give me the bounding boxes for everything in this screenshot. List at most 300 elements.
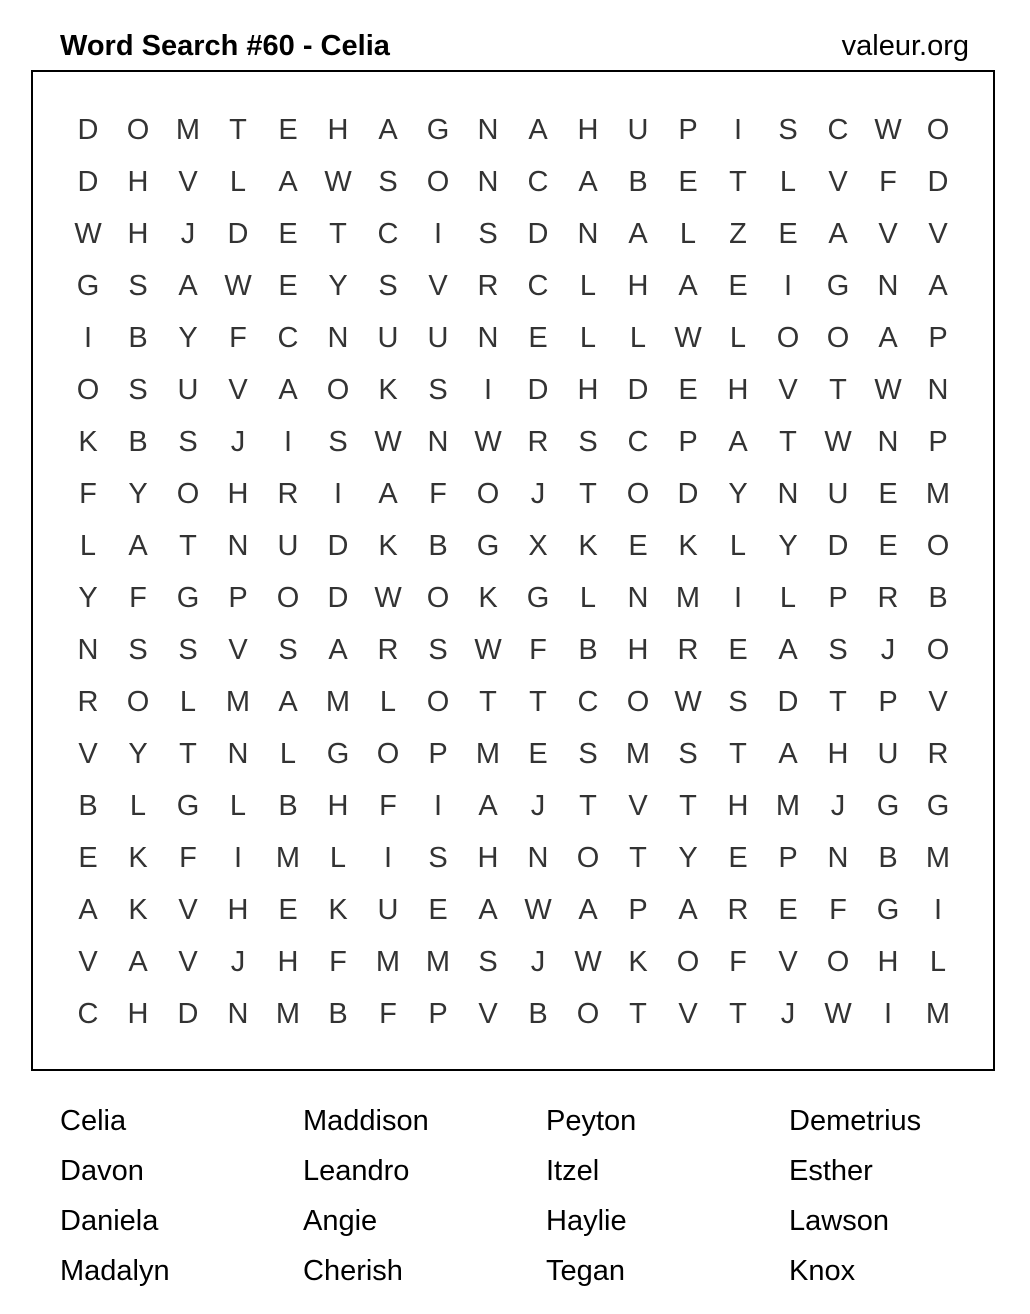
grid-letter: V [778,946,798,978]
grid-letter: A [928,270,948,302]
grid-letter: R [77,686,99,718]
grid-letter: L [329,842,347,874]
grid-letter: E [878,530,898,562]
grid-letter: D [527,218,549,250]
grid-letter: E [78,842,98,874]
grid-letter: N [577,218,599,250]
grid-letter: H [627,270,649,302]
grid-letter: G [526,582,550,614]
grid-letter: S [828,634,848,666]
grid-letter: L [779,166,797,198]
grid-letter: A [328,634,348,666]
grid-letter: V [628,790,648,822]
grid-letter: H [227,894,249,926]
grid-letter: P [678,114,698,146]
grid-letter: O [126,114,150,146]
grid-letter: C [77,998,99,1030]
grid-row [63,572,963,624]
grid-letter: S [128,270,148,302]
grid-letter: C [377,218,399,250]
grid-letter: D [677,478,699,510]
grid-letter: W [474,634,502,666]
word-list-item: Knox [789,1255,856,1287]
grid-letter: F [879,166,897,198]
grid-letter: A [578,166,598,198]
grid-letter: B [128,426,148,458]
grid-letter: N [477,166,499,198]
grid-letter: E [878,478,898,510]
grid-letter: K [328,894,348,926]
grid-letter: N [77,634,99,666]
grid-letter: H [877,946,899,978]
grid-letter: O [776,322,800,354]
grid-letter: K [378,374,398,406]
grid-letter: N [227,530,249,562]
grid-row [63,728,963,780]
grid-letter: N [527,842,549,874]
grid-letter: E [728,270,748,302]
grid-letter: J [780,998,796,1030]
grid-letter: A [278,686,298,718]
grid-letter: W [324,166,352,198]
letter-grid [63,104,963,1040]
grid-letter: R [727,894,749,926]
grid-letter: P [828,582,848,614]
grid-letter: I [433,790,443,822]
grid-letter: N [477,114,499,146]
grid-letter: F [129,582,147,614]
grid-letter: T [229,114,247,146]
grid-letter: V [778,374,798,406]
grid-letter: A [528,114,548,146]
grid-letter: I [283,426,293,458]
word-list-item: Demetrius [789,1105,922,1137]
word-list-item: Maddison [303,1105,429,1137]
grid-row [63,312,963,364]
grid-letter: T [629,998,647,1030]
grid-letter: B [578,634,598,666]
grid-letter: A [178,270,198,302]
word-list-item: Angie [303,1205,378,1237]
grid-letter: O [276,582,300,614]
grid-letter: H [327,790,349,822]
grid-row [63,988,963,1040]
grid-letter: H [127,218,149,250]
grid-letter: O [676,946,700,978]
grid-letter: L [579,270,597,302]
grid-letter: S [478,946,498,978]
grid-letter: D [77,166,99,198]
grid-row [63,832,963,884]
grid-letter: S [128,634,148,666]
grid-letter: I [933,894,943,926]
grid-row [63,520,963,572]
grid-letter: S [578,738,598,770]
grid-letter: U [377,322,399,354]
grid-letter: M [275,998,301,1030]
grid-letter: L [79,530,97,562]
grid-letter: O [76,374,100,406]
grid-letter: C [627,426,649,458]
grid-letter: A [728,426,748,458]
grid-letter: J [830,790,846,822]
grid-letter: A [78,894,98,926]
grid-letter: H [477,842,499,874]
grid-letter: S [328,426,348,458]
grid-letter: T [329,218,347,250]
grid-letter: T [179,530,197,562]
grid-letter: E [278,270,298,302]
grid-letter: V [478,998,498,1030]
grid-letter: F [529,634,547,666]
grid-letter: P [778,842,798,874]
grid-letter: K [378,530,398,562]
grid-letter: F [79,478,97,510]
word-list-item: Davon [60,1155,144,1187]
grid-letter: D [327,582,349,614]
grid-letter: J [530,790,546,822]
grid-letter: G [476,530,500,562]
grid-letter: L [279,738,297,770]
grid-letter: Y [128,738,148,770]
grid-letter: O [926,114,950,146]
grid-letter: I [233,842,243,874]
grid-letter: C [277,322,299,354]
grid-row [63,260,963,312]
grid-letter: V [78,946,98,978]
word-list [60,1096,989,1296]
grid-letter: E [528,322,548,354]
grid-letter: W [524,894,552,926]
grid-letter: K [678,530,698,562]
grid-letter: M [925,478,951,510]
grid-letter: W [374,582,402,614]
grid-letter: L [229,790,247,822]
grid-row [63,936,963,988]
grid-letter: T [179,738,197,770]
grid-letter: B [328,998,348,1030]
grid-letter: O [576,842,600,874]
word-list-item: Esther [789,1155,873,1187]
grid-letter: W [824,426,852,458]
grid-letter: W [824,998,852,1030]
grid-letter: T [579,790,597,822]
grid-letter: K [128,894,148,926]
grid-letter: V [178,946,198,978]
grid-letter: Y [778,530,798,562]
grid-letter: A [478,790,498,822]
grid-letter: D [227,218,249,250]
word-list-item: Madalyn [60,1255,170,1287]
grid-letter: S [428,374,448,406]
grid-letter: D [927,166,949,198]
grid-letter: V [428,270,448,302]
grid-letter: V [178,166,198,198]
grid-letter: S [128,374,148,406]
grid-letter: L [229,166,247,198]
grid-letter: R [527,426,549,458]
grid-letter: L [679,218,697,250]
grid-letter: O [426,166,450,198]
word-list-item: Daniela [60,1205,159,1237]
grid-letter: M [175,114,201,146]
grid-letter: P [428,738,448,770]
grid-letter: R [377,634,399,666]
grid-letter: M [275,842,301,874]
grid-letter: O [626,686,650,718]
grid-letter: L [129,790,147,822]
grid-row [63,676,963,728]
grid-letter: T [729,998,747,1030]
grid-letter: N [477,322,499,354]
grid-letter: P [628,894,648,926]
grid-letter: G [326,738,350,770]
grid-letter: H [727,790,749,822]
grid-letter: H [127,166,149,198]
grid-letter: N [627,582,649,614]
grid-letter: E [678,166,698,198]
grid-letter: E [728,842,748,874]
grid-letter: U [877,738,899,770]
grid-letter: M [225,686,251,718]
grid-letter: T [579,478,597,510]
grid-letter: A [378,114,398,146]
grid-letter: S [428,842,448,874]
grid-letter: T [629,842,647,874]
grid-letter: N [427,426,449,458]
grid-letter: S [728,686,748,718]
grid-letter: A [578,894,598,926]
grid-letter: M [325,686,351,718]
grid-letter: B [878,842,898,874]
grid-letter: S [378,270,398,302]
grid-letter: Y [328,270,348,302]
grid-letter: W [74,218,102,250]
grid-letter: N [927,374,949,406]
site-name: valeur.org [841,30,969,62]
grid-letter: N [327,322,349,354]
grid-letter: I [783,270,793,302]
grid-letter: P [878,686,898,718]
grid-letter: A [828,218,848,250]
grid-letter: B [278,790,298,822]
grid-letter: M [625,738,651,770]
grid-letter: D [177,998,199,1030]
grid-letter: S [278,634,298,666]
grid-letter: F [379,790,397,822]
grid-letter: K [128,842,148,874]
word-list-item: Tegan [546,1255,626,1287]
grid-letter: R [877,582,899,614]
grid-letter: U [427,322,449,354]
grid-letter: A [778,634,798,666]
grid-letter: O [926,634,950,666]
grid-letter: Z [729,218,747,250]
grid-letter: D [77,114,99,146]
grid-letter: C [527,166,549,198]
grid-letter: L [379,686,397,718]
grid-letter: S [778,114,798,146]
grid-letter: E [428,894,448,926]
grid-letter: I [383,842,393,874]
grid-letter: T [679,790,697,822]
grid-letter: F [829,894,847,926]
grid-letter: E [278,894,298,926]
grid-letter: K [478,582,498,614]
grid-letter: U [627,114,649,146]
grid-row [63,624,963,676]
grid-letter: A [678,894,698,926]
grid-letter: P [678,426,698,458]
grid-letter: U [177,374,199,406]
grid-letter: V [78,738,98,770]
grid-letter: A [128,530,148,562]
grid-letter: V [228,374,248,406]
grid-letter: I [883,998,893,1030]
grid-letter: H [277,946,299,978]
grid-letter: P [428,998,448,1030]
grid-letter: V [178,894,198,926]
grid-letter: D [777,686,799,718]
grid-letter: M [675,582,701,614]
grid-letter: S [178,426,198,458]
grid-letter: A [278,166,298,198]
grid-letter: B [528,998,548,1030]
word-list-item: Haylie [546,1205,627,1237]
grid-letter: N [227,998,249,1030]
grid-letter: O [626,478,650,510]
grid-letter: A [778,738,798,770]
grid-letter: M [925,998,951,1030]
grid-letter: L [579,322,597,354]
grid-letter: O [576,998,600,1030]
grid-letter: T [729,166,747,198]
grid-letter: U [377,894,399,926]
grid-letter: T [829,374,847,406]
grid-letter: T [529,686,547,718]
grid-letter: W [674,686,702,718]
grid-letter: N [827,842,849,874]
grid-letter: S [178,634,198,666]
grid-letter: E [528,738,548,770]
grid-letter: B [928,582,948,614]
grid-letter: I [333,478,343,510]
grid-letter: F [729,946,747,978]
grid-letter: V [928,218,948,250]
grid-letter: I [433,218,443,250]
grid-letter: L [779,582,797,614]
grid-letter: G [176,790,200,822]
grid-letter: M [425,946,451,978]
grid-letter: L [929,946,947,978]
grid-letter: W [374,426,402,458]
grid-letter: D [527,374,549,406]
grid-letter: A [128,946,148,978]
grid-letter: O [426,686,450,718]
grid-letter: B [78,790,98,822]
grid-row [63,468,963,520]
grid-row [63,416,963,468]
grid-letter: T [829,686,847,718]
grid-letter: Y [128,478,148,510]
grid-letter: I [733,114,743,146]
grid-letter: F [379,998,397,1030]
grid-letter: L [729,322,747,354]
grid-letter: A [378,478,398,510]
grid-letter: X [528,530,548,562]
grid-letter: E [778,894,798,926]
grid-letter: D [827,530,849,562]
grid-letter: P [928,426,948,458]
grid-letter: V [228,634,248,666]
grid-letter: T [479,686,497,718]
page-title: Word Search #60 - Celia [60,30,390,62]
grid-letter: M [775,790,801,822]
grid-letter: F [329,946,347,978]
grid-letter: H [627,634,649,666]
grid-letter: M [925,842,951,874]
grid-letter: T [779,426,797,458]
grid-letter: G [826,270,850,302]
grid-letter: O [826,322,850,354]
grid-letter: I [83,322,93,354]
grid-letter: B [628,166,648,198]
grid-letter: V [678,998,698,1030]
grid-letter: N [777,478,799,510]
grid-letter: R [927,738,949,770]
grid-row [63,780,963,832]
grid-letter: F [229,322,247,354]
grid-letter: O [426,582,450,614]
grid-letter: H [227,478,249,510]
grid-letter: A [878,322,898,354]
grid-letter: S [378,166,398,198]
grid-letter: E [278,218,298,250]
grid-letter: W [474,426,502,458]
word-list-item: Leandro [303,1155,410,1187]
grid-letter: Y [178,322,198,354]
grid-letter: Y [728,478,748,510]
grid-letter: J [230,426,246,458]
grid-letter: G [76,270,100,302]
grid-row [63,884,963,936]
word-list-item: Cherish [303,1255,403,1287]
grid-letter: U [827,478,849,510]
grid-letter: S [678,738,698,770]
grid-letter: C [527,270,549,302]
grid-letter: E [678,374,698,406]
grid-row [63,364,963,416]
grid-letter: W [574,946,602,978]
grid-letter: C [577,686,599,718]
grid-letter: J [180,218,196,250]
grid-row [63,104,963,156]
grid-letter: K [628,946,648,978]
grid-letter: A [628,218,648,250]
grid-letter: J [880,634,896,666]
grid-letter: L [729,530,747,562]
grid-letter: R [677,634,699,666]
grid-letter: K [78,426,98,458]
grid-letter: C [827,114,849,146]
grid-letter: J [230,946,246,978]
grid-letter: L [579,582,597,614]
grid-letter: H [827,738,849,770]
grid-letter: S [428,634,448,666]
grid-letter: M [375,946,401,978]
word-list-item: Lawson [789,1205,889,1237]
grid-letter: H [327,114,349,146]
